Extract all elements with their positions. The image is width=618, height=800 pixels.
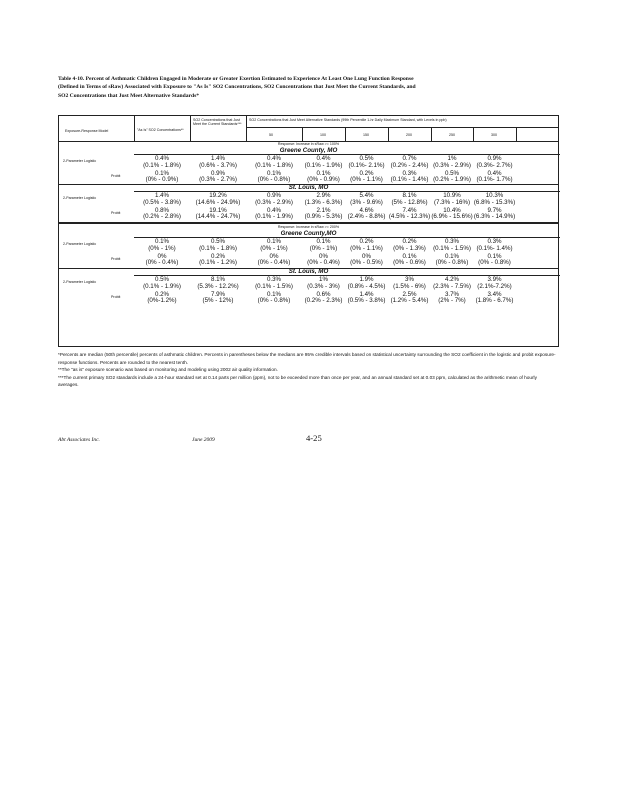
note-3: ***The current primary SO2 standards include a 24-hour standard set at 0.14 parts per million (ppm), not to be exceeded more than once per year, and an annual standard set at 0.03 ppm, calculated as the arithmetic mean of hourly averages. bbox=[58, 374, 537, 388]
table-cell-value: 1.4% bbox=[359, 290, 374, 298]
table-cell-interval: (0.1% - 1.4%) bbox=[390, 176, 429, 184]
table-cell-value: 0.9% bbox=[487, 155, 502, 162]
table-cell-value: 0% bbox=[319, 252, 328, 260]
table-cell-value: 1.4% bbox=[154, 192, 170, 199]
table-cell-value: 0.3% bbox=[266, 276, 282, 283]
table-cell-interval: (0.1% - 1.9%) bbox=[143, 282, 181, 290]
table-cell-interval: (2% - 7%) bbox=[438, 297, 466, 305]
table-cell-value: 4.6% bbox=[359, 206, 374, 214]
table-cell-value: 0.1% bbox=[154, 169, 170, 177]
table-cell-interval: (0.2% - 2.8%) bbox=[143, 213, 181, 221]
table-cell-value: 0.1% bbox=[444, 252, 460, 260]
table-cell-value: 8.1% bbox=[402, 192, 417, 199]
table-cell-interval: (0% - 1.1%) bbox=[350, 244, 383, 252]
response-label: Response: Increase in sRaw >= 200% bbox=[277, 225, 340, 229]
table-cell-interval: (0.2% - 1.9%) bbox=[433, 176, 471, 184]
table-cell-interval: (5% - 12.8%) bbox=[391, 198, 428, 206]
table-cell-interval: (1.3% - 6.3%) bbox=[304, 198, 343, 206]
table-cell-value: 2.1% bbox=[316, 206, 331, 214]
table-cell-interval: (5.3% - 12.2%) bbox=[197, 282, 239, 290]
table-cell-value: 0.6% bbox=[316, 290, 331, 298]
table-cell-value: 1% bbox=[447, 155, 457, 162]
caption-line-3: SO2 Concentrations that Just Meet Alternative Standards* bbox=[58, 92, 200, 99]
col-divider bbox=[516, 127, 517, 141]
alt-level-50: 50 bbox=[269, 133, 273, 137]
table-cell-interval: (0.1%- 1.7%) bbox=[476, 176, 513, 184]
table-cell-value: 0.4% bbox=[154, 155, 170, 162]
table-cell-interval: (0% - 0.8%) bbox=[257, 297, 291, 305]
table-cell-interval: (2.3% - 7.5%) bbox=[433, 282, 471, 290]
table-cell-value: 0.1% bbox=[154, 238, 170, 245]
table-cell-interval: (6.9% - 15.6%) bbox=[431, 213, 473, 221]
table-cell-value: 1.9% bbox=[359, 276, 374, 283]
table-cell-value: 0.4% bbox=[266, 206, 282, 214]
table-cell-interval: (0.8% - 4.5%) bbox=[347, 282, 386, 290]
col-divider bbox=[473, 127, 474, 141]
table-cell-interval: (0% - 0.9%) bbox=[145, 176, 179, 184]
response-label: Response: Increase in sRaw >= 100% bbox=[277, 142, 340, 146]
table-cell-interval: (0.3%- 2.7%) bbox=[476, 161, 513, 169]
table-cell-value: 8.1% bbox=[210, 276, 226, 283]
table-cell-value: 0.2% bbox=[359, 238, 374, 245]
table-cell-interval: (0% - 0.4%) bbox=[257, 259, 291, 267]
table-cell-interval: (0% - 0.5%) bbox=[350, 259, 383, 267]
table-cell-interval: (0% - 0.8%) bbox=[435, 259, 469, 267]
table-cell-interval: (0.6% - 3.7%) bbox=[199, 161, 237, 169]
table-cell-interval: (0% - 1%) bbox=[148, 244, 176, 252]
table-cell-value: 0.1% bbox=[316, 238, 331, 245]
table-cell-value: 0% bbox=[269, 252, 279, 260]
col-header-as-is: "As Is" SO2 Concentrations** bbox=[137, 128, 184, 132]
table-notes bbox=[58, 351, 558, 389]
alt-level-100: 100 bbox=[320, 133, 326, 137]
table-cell-interval: (0% - 0.4%) bbox=[145, 259, 179, 267]
table-cell-interval: (0.1% - 1.2%) bbox=[199, 259, 237, 267]
table-cell-value: 0.2% bbox=[359, 169, 374, 177]
col-header-model: Exposure-Response Model bbox=[65, 129, 109, 133]
row-model-label: 2-Parameter Logistic bbox=[63, 242, 97, 246]
table-cell-value: 7.4% bbox=[402, 206, 417, 214]
col-divider bbox=[302, 127, 303, 141]
table-cell-value: 1% bbox=[319, 276, 328, 283]
note-1: *Percents are median (50th percentile) percents of asthmatic children. Percents in parentheses below the medians are 95% credible intervals based on statistical uncertainty surrounding the SO2 coefficient in the logistic and probit exposure-response functions. Percents are rounded to the nearest tenth. bbox=[58, 352, 556, 365]
table-cell-value: 0.5% bbox=[154, 276, 170, 283]
table-cell-interval: (7.3% - 16%) bbox=[433, 198, 471, 206]
table-cell-interval: (0.1% - 1.5%) bbox=[433, 244, 471, 252]
table-cell-value: 3.4% bbox=[487, 290, 502, 298]
table-cell-value: 1.4% bbox=[210, 155, 226, 162]
table-cell-value: 3.9% bbox=[487, 276, 502, 283]
table-cell-interval: (0.9% - 5.3%) bbox=[304, 213, 343, 221]
col-divider bbox=[246, 116, 247, 141]
table-cell-interval: (0.1% - 1.9%) bbox=[304, 161, 343, 169]
table-cell-interval: (0.1% - 1.8%) bbox=[143, 161, 181, 169]
table-cell-value: 0.9% bbox=[266, 192, 282, 199]
table-cell-interval: (0.3% - 2.7%) bbox=[199, 176, 237, 184]
table-cell-interval: (3% - 9.6%) bbox=[350, 198, 383, 206]
col-divider bbox=[388, 127, 389, 141]
table-cell-value: 10.9% bbox=[443, 192, 461, 199]
alt-level-300: 300 bbox=[491, 133, 497, 137]
caption-line-2: (Defined in Terms of sRaw) Associated with Exposure to "As Is" SO2 Concentrations, SO2 Concentrations that Just Meet the Current Standards, and bbox=[58, 84, 416, 91]
table-cell-value: 7.9% bbox=[210, 290, 226, 298]
table-cell-value: 0.5% bbox=[359, 155, 374, 162]
table-cell-value: 0.1% bbox=[402, 252, 417, 260]
subheader-rule bbox=[246, 127, 559, 128]
table-cell-value: 5.4% bbox=[359, 192, 374, 199]
page-number: 4-25 bbox=[306, 433, 322, 443]
table-cell-interval: (0.3% - 2.9%) bbox=[433, 161, 471, 169]
table-cell-interval: (5% - 12%) bbox=[202, 297, 234, 305]
table-cell-interval: (0.1% - 1.8%) bbox=[199, 244, 237, 252]
table-cell-value: 0.2% bbox=[402, 238, 417, 245]
table-cell-interval: (0.1% - 1.9%) bbox=[255, 213, 293, 221]
row-model-label: 2-Parameter Logistic bbox=[63, 196, 97, 200]
table-cell-interval: (0.1% - 1.5%) bbox=[255, 282, 293, 290]
table-cell-interval: (2.4% - 8.8%) bbox=[347, 213, 386, 221]
table-cell-value: 0.1% bbox=[487, 252, 502, 260]
table-cell-interval: (0% - 1%) bbox=[309, 244, 338, 252]
table-cell-value: 0.2% bbox=[154, 290, 170, 298]
table-cell-interval: (0.2% - 2.3%) bbox=[304, 297, 343, 305]
location-label: St. Louis, MO bbox=[288, 268, 329, 275]
table-cell-interval: (0% - 1.1%) bbox=[350, 176, 383, 184]
alt-level-250: 250 bbox=[449, 133, 455, 137]
table-cell-interval: (14.4% - 24.7%) bbox=[195, 213, 241, 221]
caption-line-1: Table 4-10. Percent of Asthmatic Children Engaged in Moderate or Greater Exertion Estimated to Experience At Least One Lung Function Response bbox=[58, 76, 414, 82]
table-cell-interval: (1.2% - 5.4%) bbox=[390, 297, 429, 305]
table-cell-interval: (2.1%-7.2%) bbox=[477, 282, 512, 290]
table-cell-interval: (0.5% - 3.8%) bbox=[347, 297, 386, 305]
table-cell-interval: (0.5% - 3.8%) bbox=[143, 198, 181, 206]
col-divider bbox=[431, 127, 432, 141]
table-cell-value: 0.3% bbox=[402, 169, 417, 177]
table-cell-value: 0.1% bbox=[316, 169, 331, 177]
table-cell-value: 0.1% bbox=[266, 169, 282, 177]
table-cell-interval: (0.1%- 2.1%) bbox=[348, 161, 385, 169]
table-cell-value: 10.4% bbox=[443, 206, 461, 214]
table-cell-value: 0.4% bbox=[266, 155, 282, 162]
table-cell-interval: (0.1% - 1.8%) bbox=[255, 161, 293, 169]
table-cell-interval: (0.3% - 2.9%) bbox=[255, 198, 293, 206]
table-cell-value: 0.5% bbox=[210, 238, 226, 245]
row-model-label: Probit bbox=[111, 173, 121, 178]
col-divider bbox=[345, 127, 346, 141]
table-cell-interval: (0.3% - 3%) bbox=[307, 282, 340, 290]
table-cell-value: 4.2% bbox=[444, 276, 460, 283]
table-cell-interval: (0% - 1.3%) bbox=[393, 244, 426, 252]
table-cell-value: 0.1% bbox=[266, 238, 282, 245]
table-cell-interval: (4.5% - 12.3%) bbox=[388, 213, 431, 221]
alt-level-200: 200 bbox=[406, 133, 412, 137]
table-cell-value: 0.4% bbox=[316, 155, 331, 162]
table-cell-value: 0.3% bbox=[444, 238, 460, 245]
table-cell-value: 2.5% bbox=[402, 290, 417, 298]
row-model-label: Probit bbox=[111, 294, 121, 299]
section-rule bbox=[59, 222, 558, 224]
table-cell-value: 0.1% bbox=[266, 290, 282, 298]
table-cell-value: 2.9% bbox=[316, 192, 331, 199]
table-cell-interval: (1.8% - 6.7%) bbox=[475, 297, 514, 305]
col-divider bbox=[134, 116, 135, 141]
results-table bbox=[58, 115, 559, 347]
footer-date: June 2009 bbox=[192, 437, 215, 443]
table-cell-value: 3% bbox=[405, 276, 414, 283]
table-cell-value: 0.2% bbox=[210, 252, 226, 260]
table-cell-interval: (1.5% - 6%) bbox=[393, 282, 426, 290]
table-cell-value: 0.7% bbox=[402, 155, 417, 162]
table-cell-value: 19.1% bbox=[209, 206, 227, 214]
table-cell-interval: (6.8% - 15.3%) bbox=[473, 198, 516, 206]
table-cell-value: 19.2% bbox=[209, 192, 227, 199]
table-cell-value: 0.9% bbox=[210, 169, 226, 177]
note-2: **The "as is" exposure scenario was based on monitoring and modeling using 2002 air quality information. bbox=[58, 367, 278, 373]
table-cell-interval: (0.1%- 1.4%) bbox=[476, 244, 513, 252]
table-cell-interval: (0%-1.2%) bbox=[147, 297, 177, 305]
location-label: St. Louis, MO bbox=[288, 184, 329, 191]
table-cell-interval: (0% - 1%) bbox=[260, 244, 288, 252]
table-cell-interval: (0% - 0.9%) bbox=[307, 176, 340, 184]
row-model-label: Probit bbox=[111, 256, 121, 261]
table-cell-value: 3.7% bbox=[444, 290, 460, 298]
table-cell-interval: (14.6% - 24.9%) bbox=[195, 198, 241, 206]
row-model-label: Probit bbox=[111, 210, 121, 215]
table-cell-value: 0% bbox=[362, 252, 371, 260]
table-cell-value: 0.3% bbox=[487, 238, 502, 245]
table-cell-interval: (0% - 0.8%) bbox=[257, 176, 291, 184]
table-cell-interval: (0% - 0.4%) bbox=[307, 259, 340, 267]
table-cell-value: 0.5% bbox=[444, 169, 460, 177]
table-cell-value: 0.4% bbox=[487, 169, 502, 177]
alt-level-150: 150 bbox=[363, 133, 369, 137]
table-cell-interval: (0% - 0.6%) bbox=[393, 259, 426, 267]
table-cell-value: 0.8% bbox=[154, 206, 170, 214]
row-model-label: 2-Parameter Logistic bbox=[63, 280, 97, 284]
table-cell-interval: (6.3% - 14.9%) bbox=[473, 213, 516, 221]
table-cell-interval: (0% - 0.8%) bbox=[478, 259, 511, 267]
table-cell-value: 9.7% bbox=[487, 206, 502, 214]
row-model-label: 2-Parameter Logistic bbox=[63, 159, 97, 163]
footer-publisher: Abt Associates Inc. bbox=[58, 437, 100, 443]
table-cell-value: 0% bbox=[157, 252, 167, 260]
col-header-current: SO2 Concentrations that Just Meet the Current Standards*** bbox=[193, 118, 242, 127]
col-divider bbox=[190, 116, 191, 141]
location-label: Greene County,MO bbox=[280, 230, 337, 237]
table-cell-value: 10.3% bbox=[485, 192, 504, 199]
col-header-alternative: SO2 Concentrations that Just Meet Alternative Standards (99th Percentile 1-hr Daily Maximum Standard, with Levels in ppb) bbox=[249, 118, 447, 122]
table-caption bbox=[58, 75, 552, 100]
location-label: Greene County, MO bbox=[279, 147, 338, 154]
table-cell-interval: (0.2% - 2.4%) bbox=[390, 161, 429, 169]
